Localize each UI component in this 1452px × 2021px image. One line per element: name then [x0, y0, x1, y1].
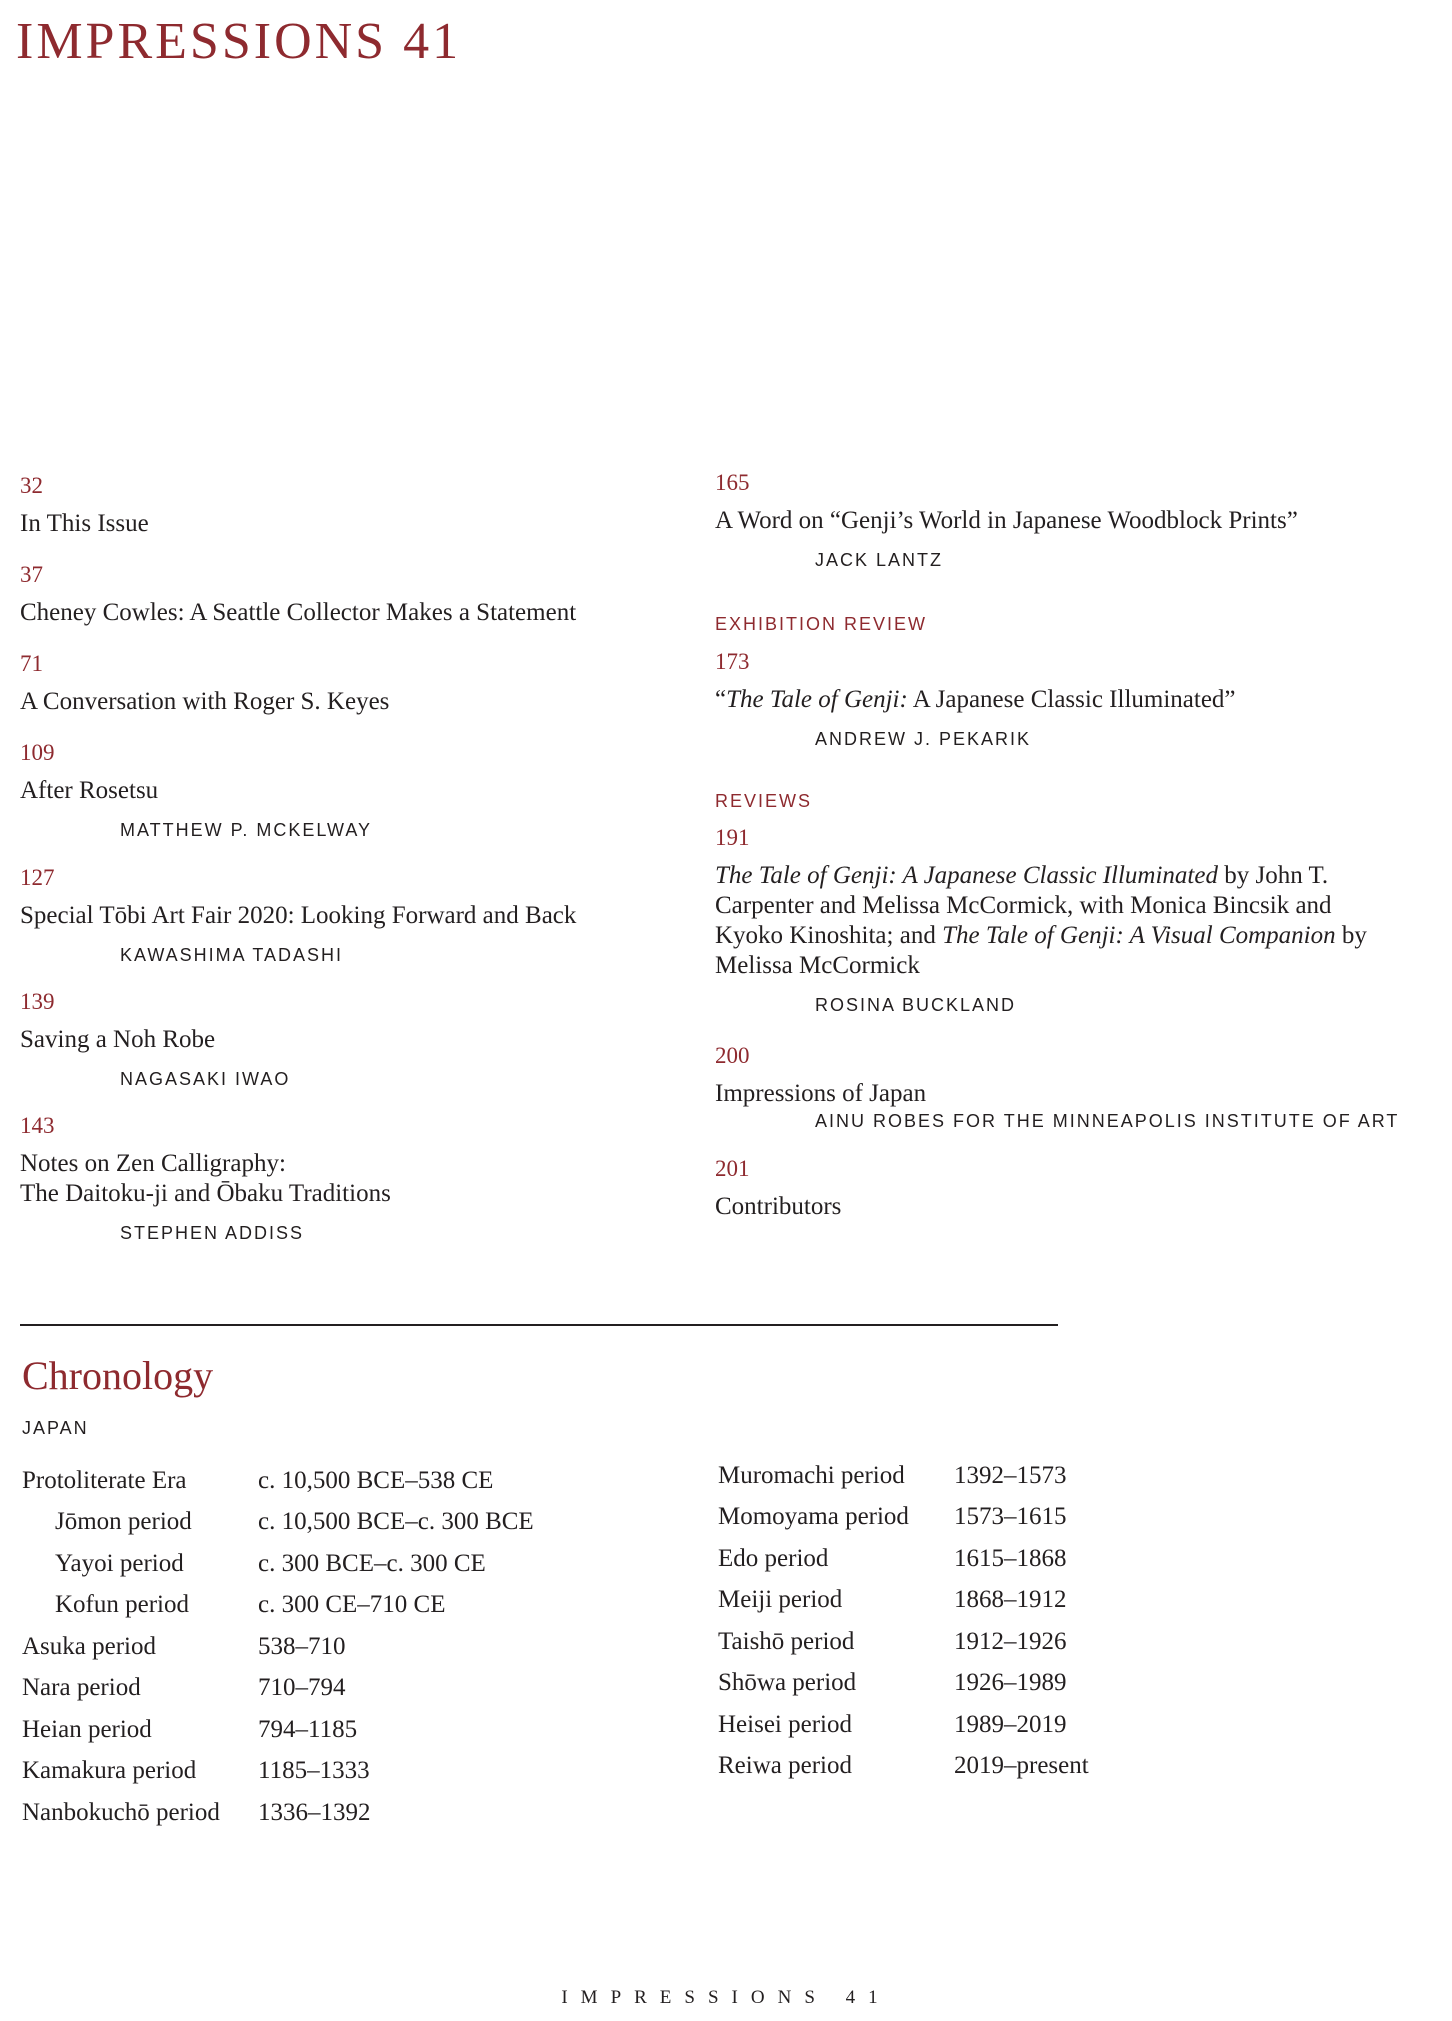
period-dates: c. 10,500 BCE–c. 300 BCE — [258, 1508, 534, 1536]
period-dates: 710–794 — [258, 1674, 346, 1702]
toc-title: In This Issue — [20, 510, 149, 537]
period-dates: c. 300 CE–710 CE — [258, 1591, 446, 1619]
chronology-table-left — [22, 1460, 534, 1834]
title-italic: The Tale of Genji: — [726, 686, 908, 713]
period-dates: 2019–present — [954, 1752, 1089, 1780]
period-dates: 538–710 — [258, 1632, 346, 1660]
page-footer: IMPRESSIONS 41 — [561, 1987, 891, 2008]
toc-entry-32 — [20, 474, 680, 539]
period-name: Heian period — [22, 1715, 152, 1743]
chronology-row — [22, 1751, 534, 1793]
toc-title: A Conversation with Roger S. Keyes — [20, 688, 390, 715]
toc-entry-71 — [20, 652, 680, 717]
toc-title — [715, 685, 1415, 715]
toc-page-number: 37 — [20, 562, 43, 587]
toc-page-number: 139 — [20, 989, 55, 1014]
toc-title: Cheney Cowles: A Seattle Collector Makes a Statement — [20, 599, 577, 626]
period-dates: 1336–1392 — [258, 1798, 371, 1826]
period-name: Kofun period — [55, 1591, 189, 1619]
toc-entry-143 — [20, 1114, 680, 1244]
toc-title-line1: Notes on Zen Calligraphy: — [20, 1150, 286, 1177]
toc-author: STEPHEN ADDISS — [120, 1223, 305, 1243]
chronology-row — [22, 1543, 534, 1585]
chronology-row — [718, 1580, 1089, 1622]
toc-title: Special Tōbi Art Fair 2020: Looking Forward and Back — [20, 902, 577, 929]
period-name: Momoyama period — [718, 1503, 909, 1531]
chronology-row — [718, 1538, 1089, 1580]
toc-entry-139 — [20, 990, 680, 1090]
toc-page-number: 201 — [715, 1156, 750, 1181]
open-quote: “ — [715, 686, 727, 713]
toc-entry-201 — [715, 1157, 1415, 1222]
toc-page-number: 32 — [20, 473, 43, 498]
period-name: Meiji period — [718, 1586, 843, 1614]
toc-entry-127 — [20, 866, 680, 966]
toc-author: ROSINA BUCKLAND — [815, 995, 1017, 1015]
period-name: Reiwa period — [718, 1752, 852, 1780]
toc-author: KAWASHIMA TADASHI — [120, 945, 344, 965]
toc-page-number: 165 — [715, 470, 750, 495]
chronology-row — [22, 1502, 534, 1544]
toc-author: ANDREW J. PEKARIK — [815, 729, 1032, 749]
period-name: Yayoi period — [55, 1549, 184, 1577]
period-dates: 1926–1989 — [954, 1669, 1067, 1697]
toc-author: JACK LANTZ — [815, 550, 944, 570]
chronology-row — [22, 1460, 534, 1502]
period-name: Heisei period — [718, 1710, 852, 1738]
chronology-table-right — [718, 1455, 1089, 1787]
review-book-2: The Tale of Genji: A Visual Companion — [942, 922, 1336, 949]
toc-page-number: 191 — [715, 825, 750, 850]
toc-entry-165 — [715, 471, 1415, 571]
period-dates: 1615–1868 — [954, 1544, 1067, 1572]
chronology-title: Chronology — [22, 1353, 214, 1398]
toc-author: NAGASAKI IWAO — [120, 1069, 291, 1089]
period-name: Jōmon period — [55, 1508, 192, 1536]
toc-title: After Rosetsu — [20, 777, 159, 804]
period-name: Muromachi period — [718, 1461, 905, 1489]
chronology-row — [718, 1746, 1089, 1788]
period-name: Taishō period — [718, 1627, 855, 1655]
section-label-reviews: REVIEWS — [715, 791, 813, 811]
section-label-exhibition-review: EXHIBITION REVIEW — [715, 614, 928, 634]
period-dates: 1185–1333 — [258, 1757, 370, 1785]
masthead: IMPRESSIONS 41 — [16, 13, 462, 70]
toc-entry-200 — [715, 1044, 1415, 1132]
toc-entry-173 — [715, 650, 1415, 750]
chronology-row — [718, 1621, 1089, 1663]
toc-page-number: 127 — [20, 865, 55, 890]
toc-title: A Word on “Genji’s World in Japanese Woodblock Prints” — [715, 507, 1298, 534]
chronology-row — [22, 1668, 534, 1710]
chronology-row — [718, 1663, 1089, 1705]
toc-page-number: 200 — [715, 1043, 750, 1068]
period-dates: c. 10,500 BCE–538 CE — [258, 1466, 494, 1494]
toc-author: AINU ROBES FOR THE MINNEAPOLIS INSTITUTE OF ART — [815, 1111, 1400, 1131]
period-name: Asuka period — [22, 1632, 156, 1660]
chronology-row — [22, 1585, 534, 1627]
toc-page-number: 109 — [20, 740, 55, 765]
toc-title: Saving a Noh Robe — [20, 1026, 216, 1053]
period-dates: 1912–1926 — [954, 1627, 1067, 1655]
chronology-row — [718, 1455, 1089, 1497]
chronology-row — [718, 1497, 1089, 1539]
chronology-row — [22, 1709, 534, 1751]
chronology-subtitle: JAPAN — [22, 1418, 89, 1438]
period-name: Shōwa period — [718, 1669, 857, 1697]
period-dates: 1989–2019 — [954, 1710, 1067, 1738]
chronology-row — [22, 1792, 534, 1834]
toc-entry-191 — [715, 826, 1415, 1016]
toc-entry-37 — [20, 563, 680, 628]
toc-title: Contributors — [715, 1193, 842, 1220]
period-dates: 794–1185 — [258, 1715, 358, 1743]
period-dates: 1573–1615 — [954, 1503, 1067, 1531]
period-dates: 1868–1912 — [954, 1586, 1067, 1614]
period-dates: 1392–1573 — [954, 1461, 1067, 1489]
toc-page-number: 173 — [715, 649, 750, 674]
period-name: Kamakura period — [22, 1757, 197, 1785]
review-book-1: The Tale of Genji: A Japanese Classic Illuminated — [715, 862, 1218, 889]
toc-page-number: 71 — [20, 651, 43, 676]
period-name: Nara period — [22, 1674, 141, 1702]
chronology-row — [718, 1704, 1089, 1746]
review-text-1: by John T. Carpenter and Melissa McCormick, with Monica Bincsik and Kyoko Kinoshita; and — [715, 862, 1332, 949]
review-text-2: by Melissa McCormick — [715, 922, 1367, 979]
period-name: Protoliterate Era — [22, 1466, 187, 1494]
toc-title: Impressions of Japan — [715, 1080, 927, 1107]
section-divider — [20, 1324, 1058, 1326]
period-name: Edo period — [718, 1544, 829, 1572]
toc-entry-109 — [20, 741, 680, 841]
toc-author: MATTHEW P. MCKELWAY — [120, 820, 373, 840]
toc-page-number: 143 — [20, 1113, 55, 1138]
period-dates: c. 300 BCE–c. 300 CE — [258, 1549, 486, 1577]
period-name: Nanbokuchō period — [22, 1798, 220, 1826]
chronology-row — [22, 1626, 534, 1668]
title-rest: A Japanese Classic Illuminated” — [907, 686, 1236, 713]
toc-title — [715, 861, 1405, 981]
toc-title-line2: The Daitoku-ji and Ōbaku Traditions — [20, 1180, 391, 1207]
